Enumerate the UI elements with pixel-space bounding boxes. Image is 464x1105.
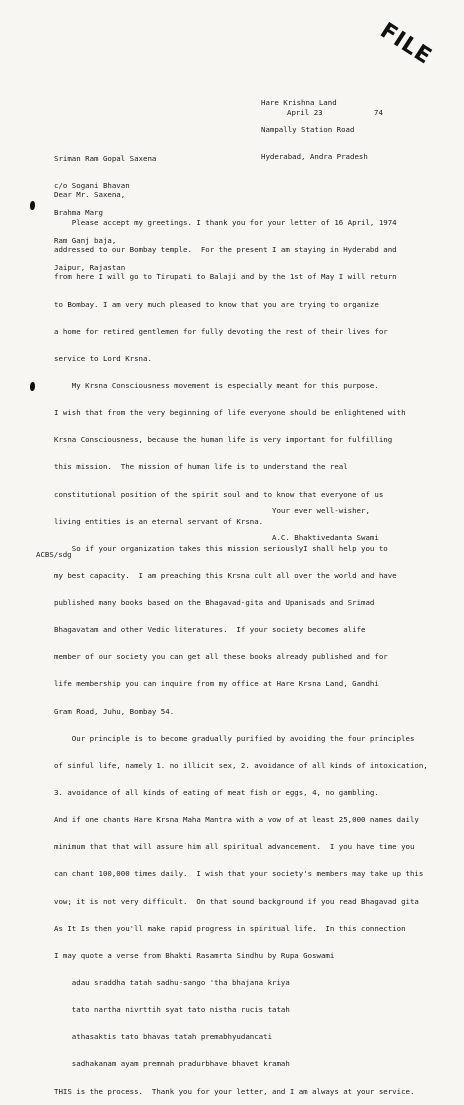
body-line: My Krsna Consciousness movement is especially meant for this purpose.	[54, 380, 379, 390]
file-stamp: FILE	[375, 18, 437, 70]
verse-line: athasaktis tato bhavas tatah premabhyudancati	[54, 1032, 273, 1042]
body-line: Please accept my greetings. I thank you for your letter of 16 April, 1974	[54, 218, 397, 228]
recipient-line: Brahma Marg	[54, 208, 103, 218]
recipient-line: Jaipur, Rajastan	[54, 262, 126, 272]
verse-line: adau sraddha tatah sadhu-sango 'tha bhajana kriya	[54, 978, 290, 988]
body-line: my best capacity. I am preaching this Krsna cult all over the world and have	[54, 570, 397, 580]
initials: ACBS/sdg	[36, 550, 72, 559]
body-line: Gram Road, Juhu, Bombay 54.	[54, 706, 175, 716]
closing: Your ever well-wisher,	[272, 506, 370, 515]
body-line: from here I will go to Tirupati to Balaji and by the 1st of May I will return	[54, 272, 397, 282]
body-line: Bhagavatam and other Vedic literatures. If your society becomes alife	[54, 625, 366, 635]
body-line: this mission. The mission of human life is to understand the real	[54, 462, 348, 472]
body-line: living entities is an eternal servant of Krsna.	[54, 516, 264, 526]
body-line: As It Is then you'll make rapid progress in spiritual life. In this connection	[54, 923, 406, 933]
letter-body	[54, 200, 428, 1105]
body-line: Krsna Consciousness, because the human life is very important for fulfilling	[54, 435, 393, 445]
body-line: 3. avoidance of all kinds of eating of meat fish or eggs, 4, no gambling.	[54, 788, 379, 798]
verse-line: tato nartha nivrttih syat tato nistha rucis tatah	[54, 1005, 290, 1015]
address-line: Hare Krishna Land	[261, 98, 337, 108]
body-line: can chant 100,000 times daily. I wish that your society's members may take up this	[54, 869, 424, 879]
body-line: So if your organization takes this mission seriouslyI shall help you to	[54, 543, 388, 553]
body-line: Our principle is to become gradually purified by avoiding the four principles	[54, 733, 415, 743]
body-line: And if one chants Hare Krsna Maha Mantra with a vow of at least 25,000 names daily	[54, 815, 419, 825]
body-line: to Bombay. I am very much pleased to know that you are trying to organize	[54, 299, 379, 309]
body-line: published many books based on the Bhagavad-gita and Upanisads and Srimad	[54, 598, 375, 608]
salutation: Dear Mr. Saxena,	[54, 190, 126, 199]
body-line: I wish that from the very beginning of life everyone should be enlightened with	[54, 408, 406, 418]
address-line: Nampally Station Road	[261, 125, 355, 135]
body-line: constitutional position of the spirit soul and to know that everyone of us	[54, 489, 384, 499]
body-line: of sinful life, namely 1. no illicit sex, 2. avoidance of all kinds of intoxication,	[54, 760, 428, 770]
body-line: service to Lord Krsna.	[54, 353, 152, 363]
recipient-line: Sriman Ram Gopal Saxena	[54, 154, 157, 164]
punch-hole-mark	[30, 201, 35, 210]
signature: A.C. Bhaktivedanta Swami	[272, 533, 379, 542]
recipient-line: c/o Sogani Bhavan	[54, 181, 130, 191]
sender-address	[261, 80, 368, 170]
letter-date: April 23	[287, 108, 323, 117]
body-line: member of our society you can get all these books already published and for	[54, 652, 388, 662]
body-line: I may quote a verse from Bhakti Rasamrta Sindhu by Rupa Goswami	[54, 950, 335, 960]
body-line: minimum that that will assure him all spiritual advancement. I you have time you	[54, 842, 415, 852]
body-line: THIS is the process. Thank you for your letter, and I am always at your service.	[54, 1086, 415, 1096]
body-line: vow; it is not very difficult. On that sound background if you read Bhagavad gita	[54, 896, 419, 906]
body-line: addressed to our Bombay temple. For the present I am staying in Hyderabd and	[54, 245, 397, 255]
address-line: Hyderabad, Andra Pradesh	[261, 152, 368, 162]
verse-line: sadhakanam ayam premnah pradurbhave bhavet kramah	[54, 1059, 290, 1069]
punch-hole-mark	[30, 382, 35, 391]
body-line: a home for retired gentlemen for fully devoting the rest of their lives for	[54, 326, 388, 336]
body-line: life membership you can inquire from my office at Hare Krsna Land, Gandhi	[54, 679, 379, 689]
recipient-line: Ram Ganj baja,	[54, 235, 117, 245]
letter-year: 74	[374, 108, 383, 117]
